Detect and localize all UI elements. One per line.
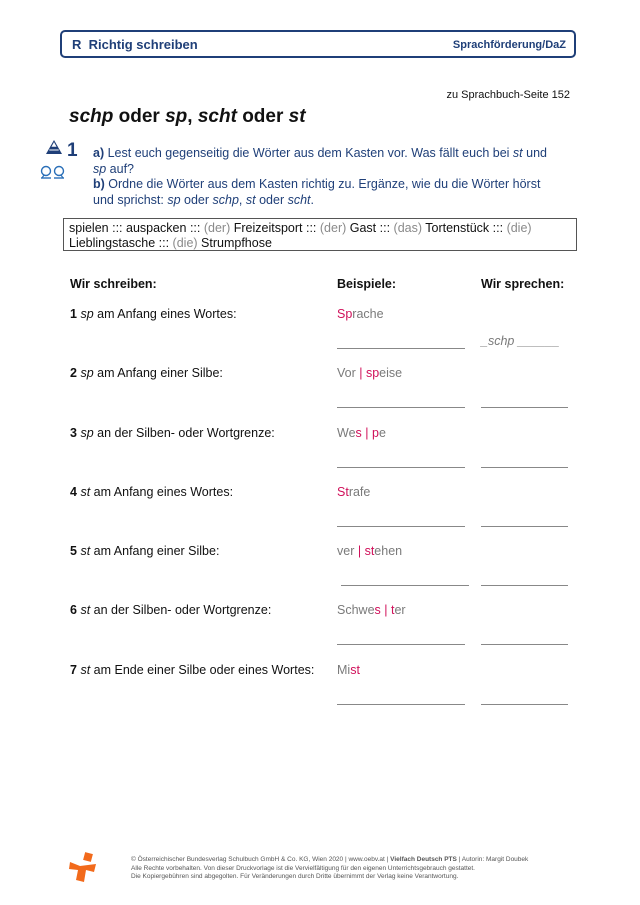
difficulty-level-icon: [46, 140, 62, 154]
column-header-speak: Wir sprechen:: [481, 277, 565, 291]
footer-copyright: [131, 856, 551, 882]
speak-answer-line-2[interactable]: [481, 407, 568, 408]
write-answer-line-2[interactable]: [337, 407, 465, 408]
word-article: (die): [506, 221, 532, 235]
speak-answer-line-6[interactable]: [481, 644, 568, 645]
word-article: (der): [319, 221, 350, 235]
task-instructions: [93, 146, 573, 208]
task-b: [93, 177, 563, 208]
word-box: [63, 218, 577, 251]
word-separator: :::: [302, 221, 320, 235]
example-word-1: Sprache: [337, 307, 384, 321]
example-word-5: ver | stehen: [337, 544, 403, 558]
header-title: [72, 37, 198, 52]
task-a-st: st: [512, 146, 523, 160]
word-separator: :::: [155, 235, 173, 250]
section-title: Richtig schreiben: [88, 37, 198, 52]
word-item: Lieblingstasche: [69, 235, 156, 250]
page-reference: zu Sprachbuch-Seite 152: [446, 89, 570, 101]
task-b-st: st: [245, 192, 256, 207]
write-answer-line-5[interactable]: [341, 585, 469, 586]
publisher-logo-icon: [68, 852, 100, 884]
example-word-7: Mist: [337, 663, 360, 677]
rule-label-7: 7 st am Ende einer Silbe oder eines Wortes:: [70, 663, 315, 677]
rule-label-2: 2 sp am Anfang einer Silbe:: [70, 366, 223, 380]
example-word-2: Vor | speise: [337, 366, 403, 380]
task-b-text: oder: [180, 192, 213, 207]
word-article: (der): [203, 221, 234, 235]
word-separator: :::: [186, 221, 204, 235]
title-text: ,: [187, 106, 198, 127]
page-title: [69, 106, 306, 128]
task-b-text: oder: [255, 192, 288, 207]
footer-text: | Autorin: Margit Doubek: [456, 856, 529, 863]
speak-answer-hint-1[interactable]: _schp ______: [481, 334, 560, 348]
worksheet-header: [60, 30, 576, 58]
footer-series: Vielfach Deutsch PTS: [390, 856, 457, 863]
write-answer-line-6[interactable]: [337, 644, 465, 645]
rule-label-3: 3 sp an der Silben- oder Wortgrenze:: [70, 426, 275, 440]
write-answer-line-1[interactable]: [337, 348, 465, 349]
word-item: Strumpfhose: [201, 235, 272, 250]
task-a: [93, 146, 573, 177]
word-item: auspacken: [126, 221, 187, 235]
title-st: st: [288, 106, 306, 127]
title-schp: schp: [69, 106, 114, 127]
word-separator: :::: [108, 221, 126, 235]
speak-answer-line-5[interactable]: [481, 585, 568, 586]
task-a-sp: sp: [93, 161, 107, 176]
title-text: oder: [113, 106, 166, 127]
title-sp: sp: [165, 106, 188, 127]
example-word-4: Strafe: [337, 485, 371, 499]
task-b-text: Ordne die Wörter aus dem Kasten richtig zu. Ergänze, wie du die Wörter hörst und sprichst:: [93, 177, 541, 207]
footer-text: Alle Rechte vorbehalten. Von dieser Druckvorlage ist die Vervielfältigung für den eigenen Unterrichtsgebrauch gestattet.: [131, 864, 475, 872]
task-b-sp: sp: [167, 192, 181, 207]
speak-answer-line-7[interactable]: [481, 704, 568, 705]
partner-work-icon: [40, 165, 66, 179]
write-answer-line-7[interactable]: [337, 704, 465, 705]
task-b-scht: scht: [287, 192, 311, 207]
word-separator: :::: [489, 221, 507, 235]
rule-label-1: 1 sp am Anfang eines Wortes:: [70, 307, 237, 321]
column-header-examples: Beispiele:: [337, 277, 397, 291]
rule-label-5: 5 st am Anfang einer Silbe:: [70, 544, 220, 558]
speak-answer-line-4[interactable]: [481, 526, 568, 527]
footer-text: Die Kopiergebühren sind abgegolten. Für Veränderungen durch Dritte übernimmt der Verlag keine Verantwortung.: [131, 873, 459, 880]
title-scht: scht: [197, 106, 237, 127]
task-b-text: .: [310, 192, 314, 207]
footer-text: © Österreichischer Bundesverlag Schulbuch GmbH & Co. KG, Wien 2020 | www.oebv.at |: [131, 856, 391, 863]
rule-label-4: 4 st am Anfang eines Wortes:: [70, 485, 234, 499]
speak-answer-line-3[interactable]: [481, 467, 568, 468]
header-category: Sprachförderung/DaZ: [452, 39, 566, 51]
task-number: 1: [67, 140, 78, 161]
task-a-text: auf?: [106, 161, 135, 176]
task-b-label: b): [93, 177, 105, 191]
word-separator: :::: [376, 221, 394, 235]
task-a-text: Lest euch gegenseitig die Wörter aus dem Kasten vor. Was fällt euch bei: [104, 146, 513, 160]
rule-label-6: 6 st an der Silben- oder Wortgrenze:: [70, 603, 272, 617]
word-article: (die): [172, 235, 202, 250]
task-a-label: a): [93, 146, 105, 160]
task-b-schp: schp: [212, 192, 239, 207]
section-letter: R: [72, 37, 82, 52]
column-header-write: Wir schreiben:: [70, 277, 157, 291]
word-article: (das): [393, 221, 426, 235]
word-item: spielen: [69, 221, 109, 235]
title-text: oder: [236, 106, 289, 127]
word-item: Gast: [349, 221, 377, 235]
task-a-text: und: [522, 146, 547, 160]
task-b-text: ,: [238, 192, 246, 207]
write-answer-line-4[interactable]: [337, 526, 465, 527]
example-word-6: Schwes | ter: [337, 603, 406, 617]
word-item: Freizeitsport: [233, 221, 303, 235]
word-item: Tortenstück: [425, 221, 490, 235]
write-answer-line-3[interactable]: [337, 467, 465, 468]
example-word-3: Wes | pe: [337, 426, 386, 440]
